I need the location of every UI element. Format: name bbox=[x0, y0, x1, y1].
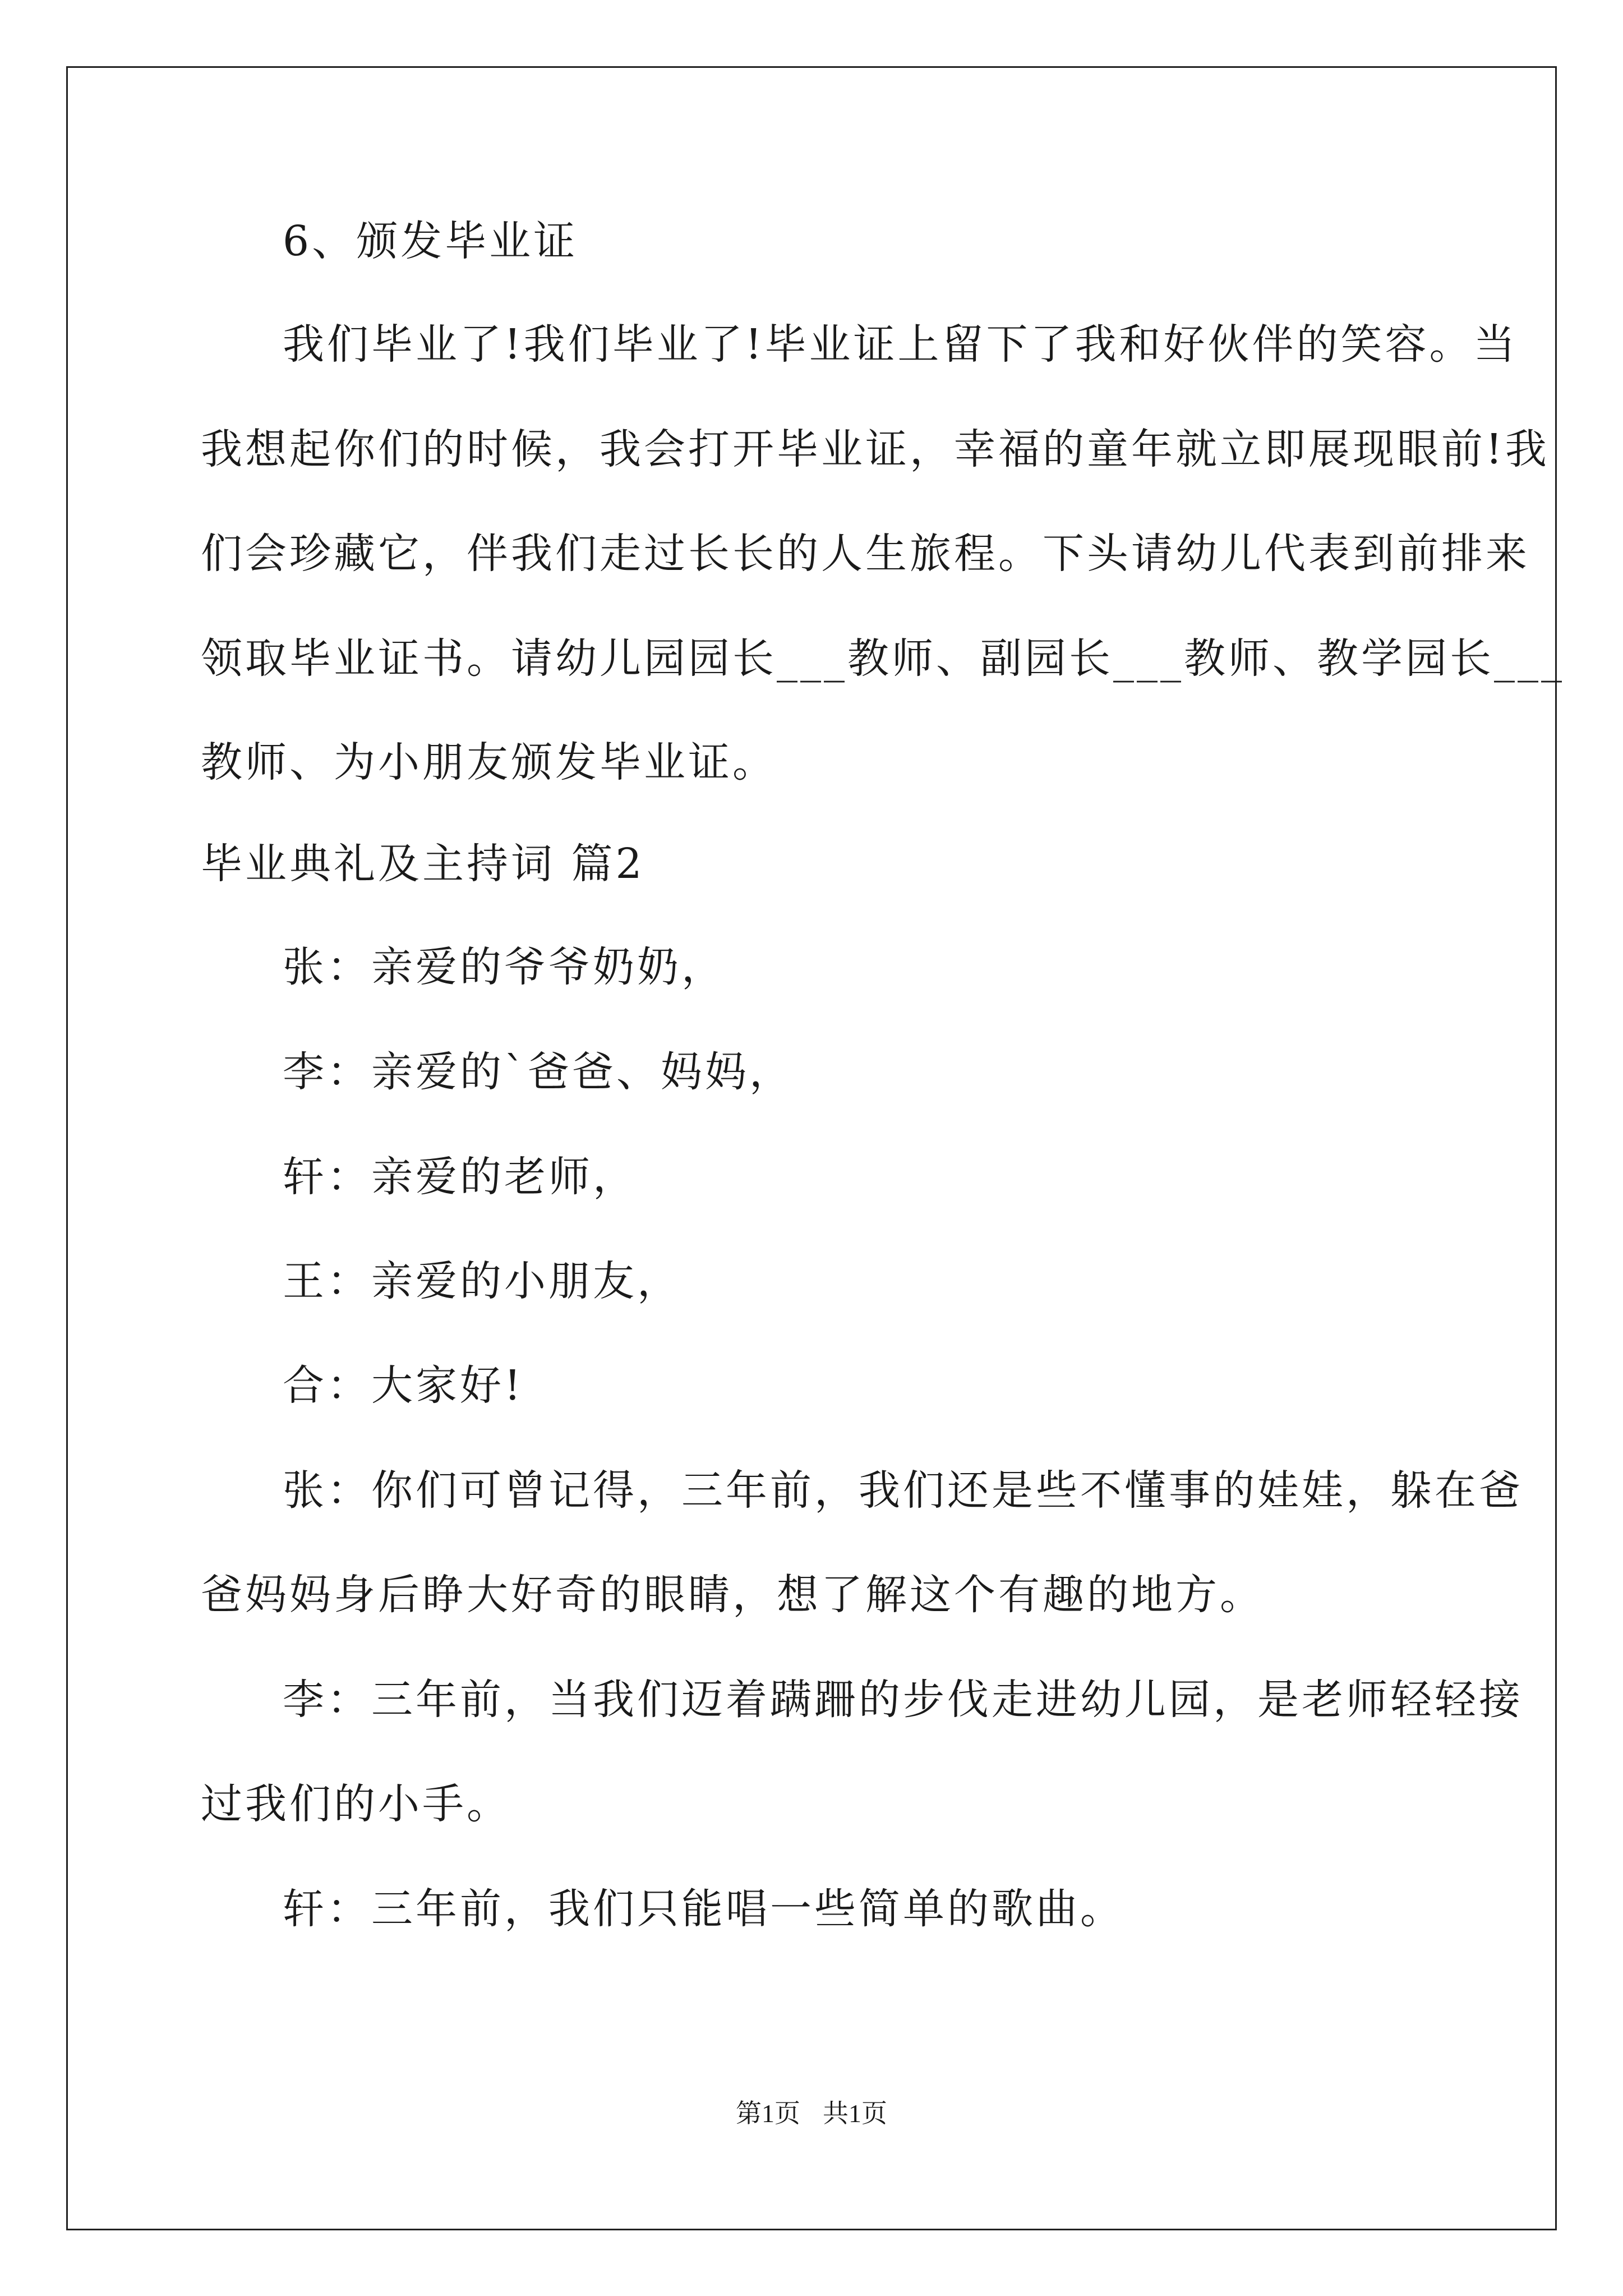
paragraph-line: 们会珍藏它，伴我们走过长长的人生旅程。下头请幼儿代表到前排来 bbox=[201, 530, 1530, 578]
dialogue-line: 张：你们可曾记得，三年前，我们还是些不懂事的娃娃，躲在爸 bbox=[283, 1466, 1523, 1515]
paragraph-line: 领取毕业证书。请幼儿园园长___教师、副园长___教师、教学园长___ bbox=[201, 634, 1565, 683]
paragraph-line: 我想起你们的时候，我会打开毕业证，幸福的童年就立即展现眼前!我 bbox=[201, 425, 1550, 473]
dialogue-line: 轩：三年前，我们只能唱一些简单的歌曲。 bbox=[283, 1885, 1124, 1933]
page-number-total: 共1页 bbox=[823, 2099, 887, 2128]
dialogue-line: 爸妈妈身后睁大好奇的眼睛，想了解这个有趣的地方。 bbox=[201, 1571, 1264, 1619]
dialogue-line: 轩：亲爱的老师， bbox=[283, 1153, 637, 1201]
paragraph-line: 教师、为小朋友颁发毕业证。 bbox=[201, 738, 777, 786]
dialogue-line: 过我们的小手。 bbox=[201, 1780, 511, 1828]
dialogue-line: 张：亲爱的爷爷奶奶， bbox=[283, 943, 726, 991]
dialogue-line: 王：亲爱的小朋友， bbox=[283, 1257, 681, 1305]
dialogue-line: 李：三年前，当我们迈着蹒跚的步伐走进幼儿园，是老师轻轻接 bbox=[283, 1676, 1523, 1724]
page-footer bbox=[0, 2097, 1623, 2131]
dialogue-line: 合：大家好! bbox=[283, 1361, 524, 1410]
chapter-title: 毕业典礼及主持词 篇2 bbox=[201, 840, 645, 888]
dialogue-line: 李：亲爱的`爸爸、妈妈， bbox=[283, 1048, 794, 1096]
page-number-current: 第1页 bbox=[736, 2099, 800, 2128]
paragraph-line: 我们毕业了!我们毕业了!毕业证上留下了我和好伙伴的笑容。当 bbox=[283, 320, 1518, 369]
section-heading: 6、颁发毕业证 bbox=[283, 217, 578, 265]
